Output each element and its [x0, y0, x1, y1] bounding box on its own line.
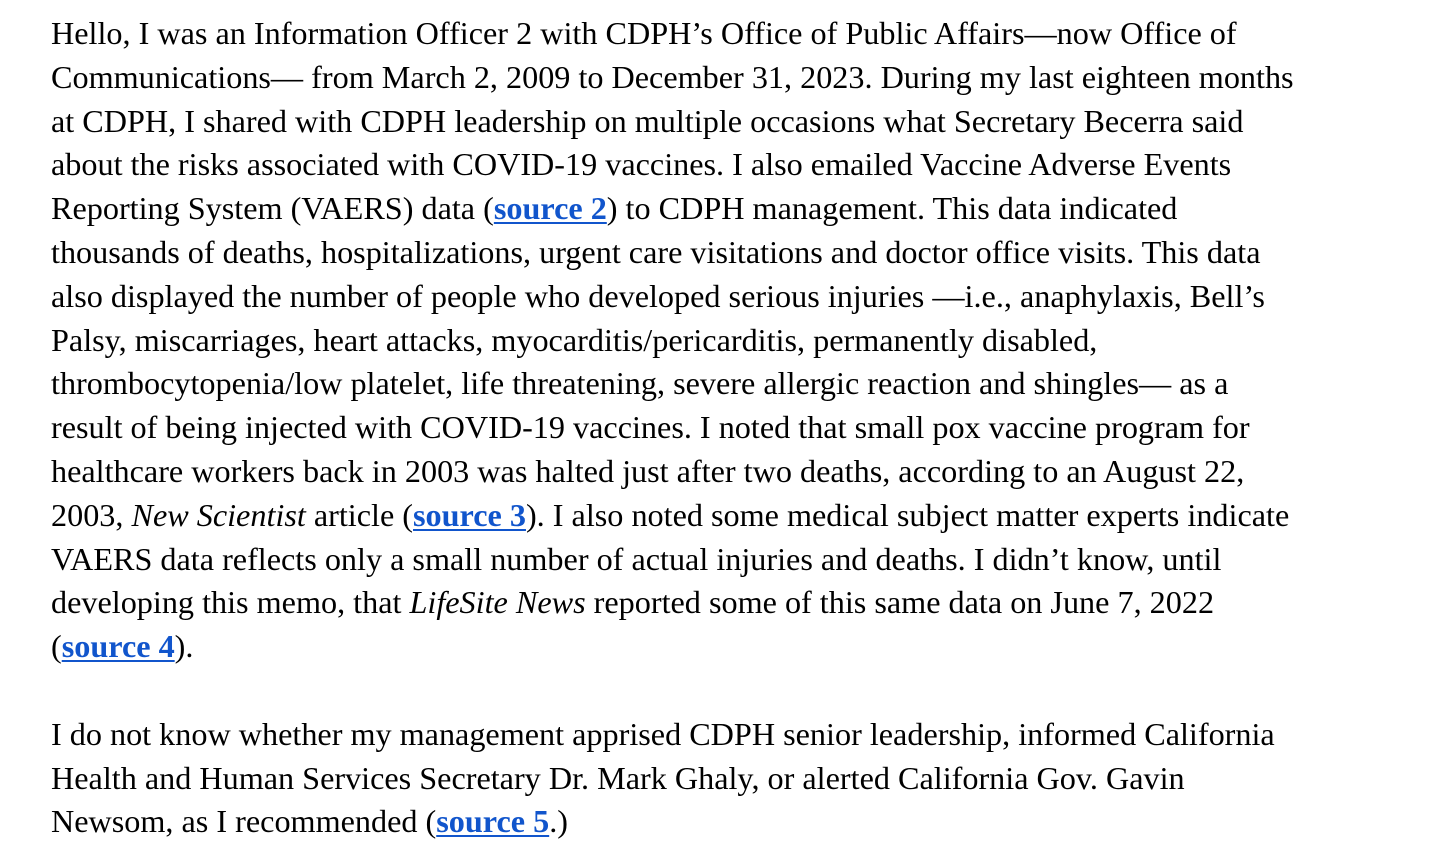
text-line	[51, 494, 1451, 538]
text-span: ). I also noted some medical subject matter experts indicate	[525, 496, 1290, 533]
text-line: about the risks associated with COVID-19 vaccines. I also emailed Vaccine Adverse Events	[51, 146, 1232, 183]
text-line: thousands of deaths, hospitalizations, urgent care visitations and doctor office visits. This data	[51, 233, 1261, 270]
text-line: thrombocytopenia/low platelet, life threatening, severe allergic reaction and shingles— as a	[51, 365, 1229, 402]
document-body	[51, 12, 1451, 844]
text-span: (	[51, 628, 62, 665]
publication-title-new-scientist: New Scientist	[131, 496, 306, 533]
text-line: Hello, I was an Information Officer 2 with CDPH’s Office of Public Affairs—now Office of	[51, 15, 1237, 51]
text-line	[51, 187, 1451, 231]
text-line: healthcare workers back in 2003 was halted just after two deaths, according to an August 22,	[51, 452, 1245, 489]
text-line: I do not know whether my management apprised CDPH senior leadership, informed California	[51, 715, 1275, 752]
text-span: ) to CDPH management. This data indicated	[606, 190, 1178, 227]
text-line: at CDPH, I shared with CDPH leadership on multiple occasions what Secretary Becerra said	[51, 102, 1244, 139]
paragraph-spacer	[51, 669, 1451, 713]
source-4-link[interactable]: source 4	[61, 628, 175, 665]
text-line: Health and Human Services Secretary Dr. Mark Ghaly, or alerted California Gov. Gavin	[51, 759, 1185, 796]
text-line	[51, 800, 1451, 844]
text-span: ).	[174, 628, 194, 665]
text-line: result of being injected with COVID-19 vaccines. I noted that small pox vaccine program for	[51, 409, 1250, 446]
text-span: Reporting System (VAERS) data (	[51, 190, 494, 227]
text-line: Palsy, miscarriages, heart attacks, myocarditis/pericarditis, permanently disabled,	[51, 321, 1098, 358]
text-span: article (	[305, 496, 414, 533]
text-line: Communications— from March 2, 2009 to December 31, 2023. During my last eighteen months	[51, 58, 1294, 95]
text-span: 2003,	[51, 496, 132, 533]
text-span: .)	[549, 803, 568, 840]
text-span: Newsom, as I recommended (	[51, 803, 437, 840]
source-5-link[interactable]: source 5	[436, 803, 550, 840]
source-3-link[interactable]: source 3	[413, 496, 526, 533]
source-2-link[interactable]: source 2	[493, 190, 607, 227]
text-line: also displayed the number of people who developed serious injuries —i.e., anaphylaxis, Bell’s	[51, 277, 1265, 314]
text-span: reported some of this same data on June 7, 2022	[585, 584, 1215, 621]
text-line: VAERS data reflects only a small number of actual injuries and deaths. I didn’t know, until	[51, 540, 1222, 577]
text-span: developing this memo, that	[51, 584, 410, 621]
text-line	[51, 625, 1451, 669]
paragraph-2	[51, 713, 1451, 844]
publication-title-lifesite-news: LifeSite News	[409, 584, 586, 621]
text-line	[51, 581, 1451, 625]
paragraph-1	[51, 12, 1451, 669]
